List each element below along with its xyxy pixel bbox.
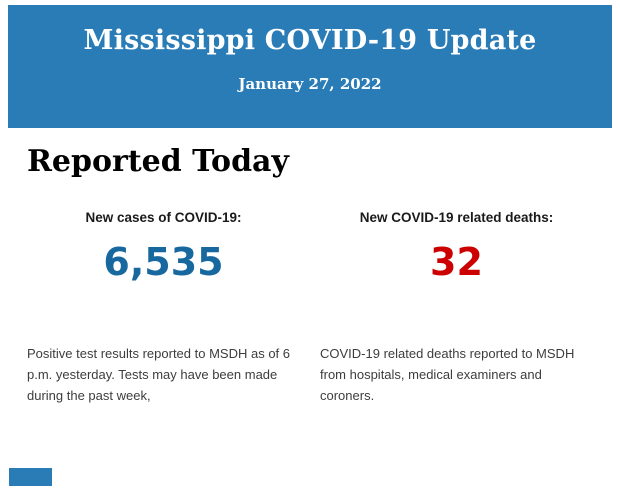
header-banner bbox=[8, 5, 612, 128]
page-title: Mississippi COVID-19 Update bbox=[83, 25, 537, 56]
section-heading: Reported Today bbox=[27, 144, 289, 179]
stats-grid bbox=[27, 210, 593, 406]
new-cases-label: New cases of COVID-19: bbox=[85, 210, 242, 225]
stat-new-deaths bbox=[320, 210, 593, 406]
stat-new-cases bbox=[27, 210, 300, 406]
header-date: January 27, 2022 bbox=[238, 75, 382, 93]
new-deaths-description: COVID-19 related deaths reported to MSDH from hospitals, medical examiners and coroners. bbox=[320, 346, 575, 403]
partial-next-section-block bbox=[9, 468, 52, 486]
newsletter-page bbox=[0, 5, 620, 488]
new-cases-description: Positive test results reported to MSDH as of 6 p.m. yesterday. Tests may have been made during the past week, bbox=[27, 346, 290, 403]
new-deaths-label: New COVID-19 related deaths: bbox=[359, 210, 554, 225]
new-cases-value: 6,535 bbox=[103, 240, 224, 284]
new-deaths-value: 32 bbox=[430, 240, 483, 284]
